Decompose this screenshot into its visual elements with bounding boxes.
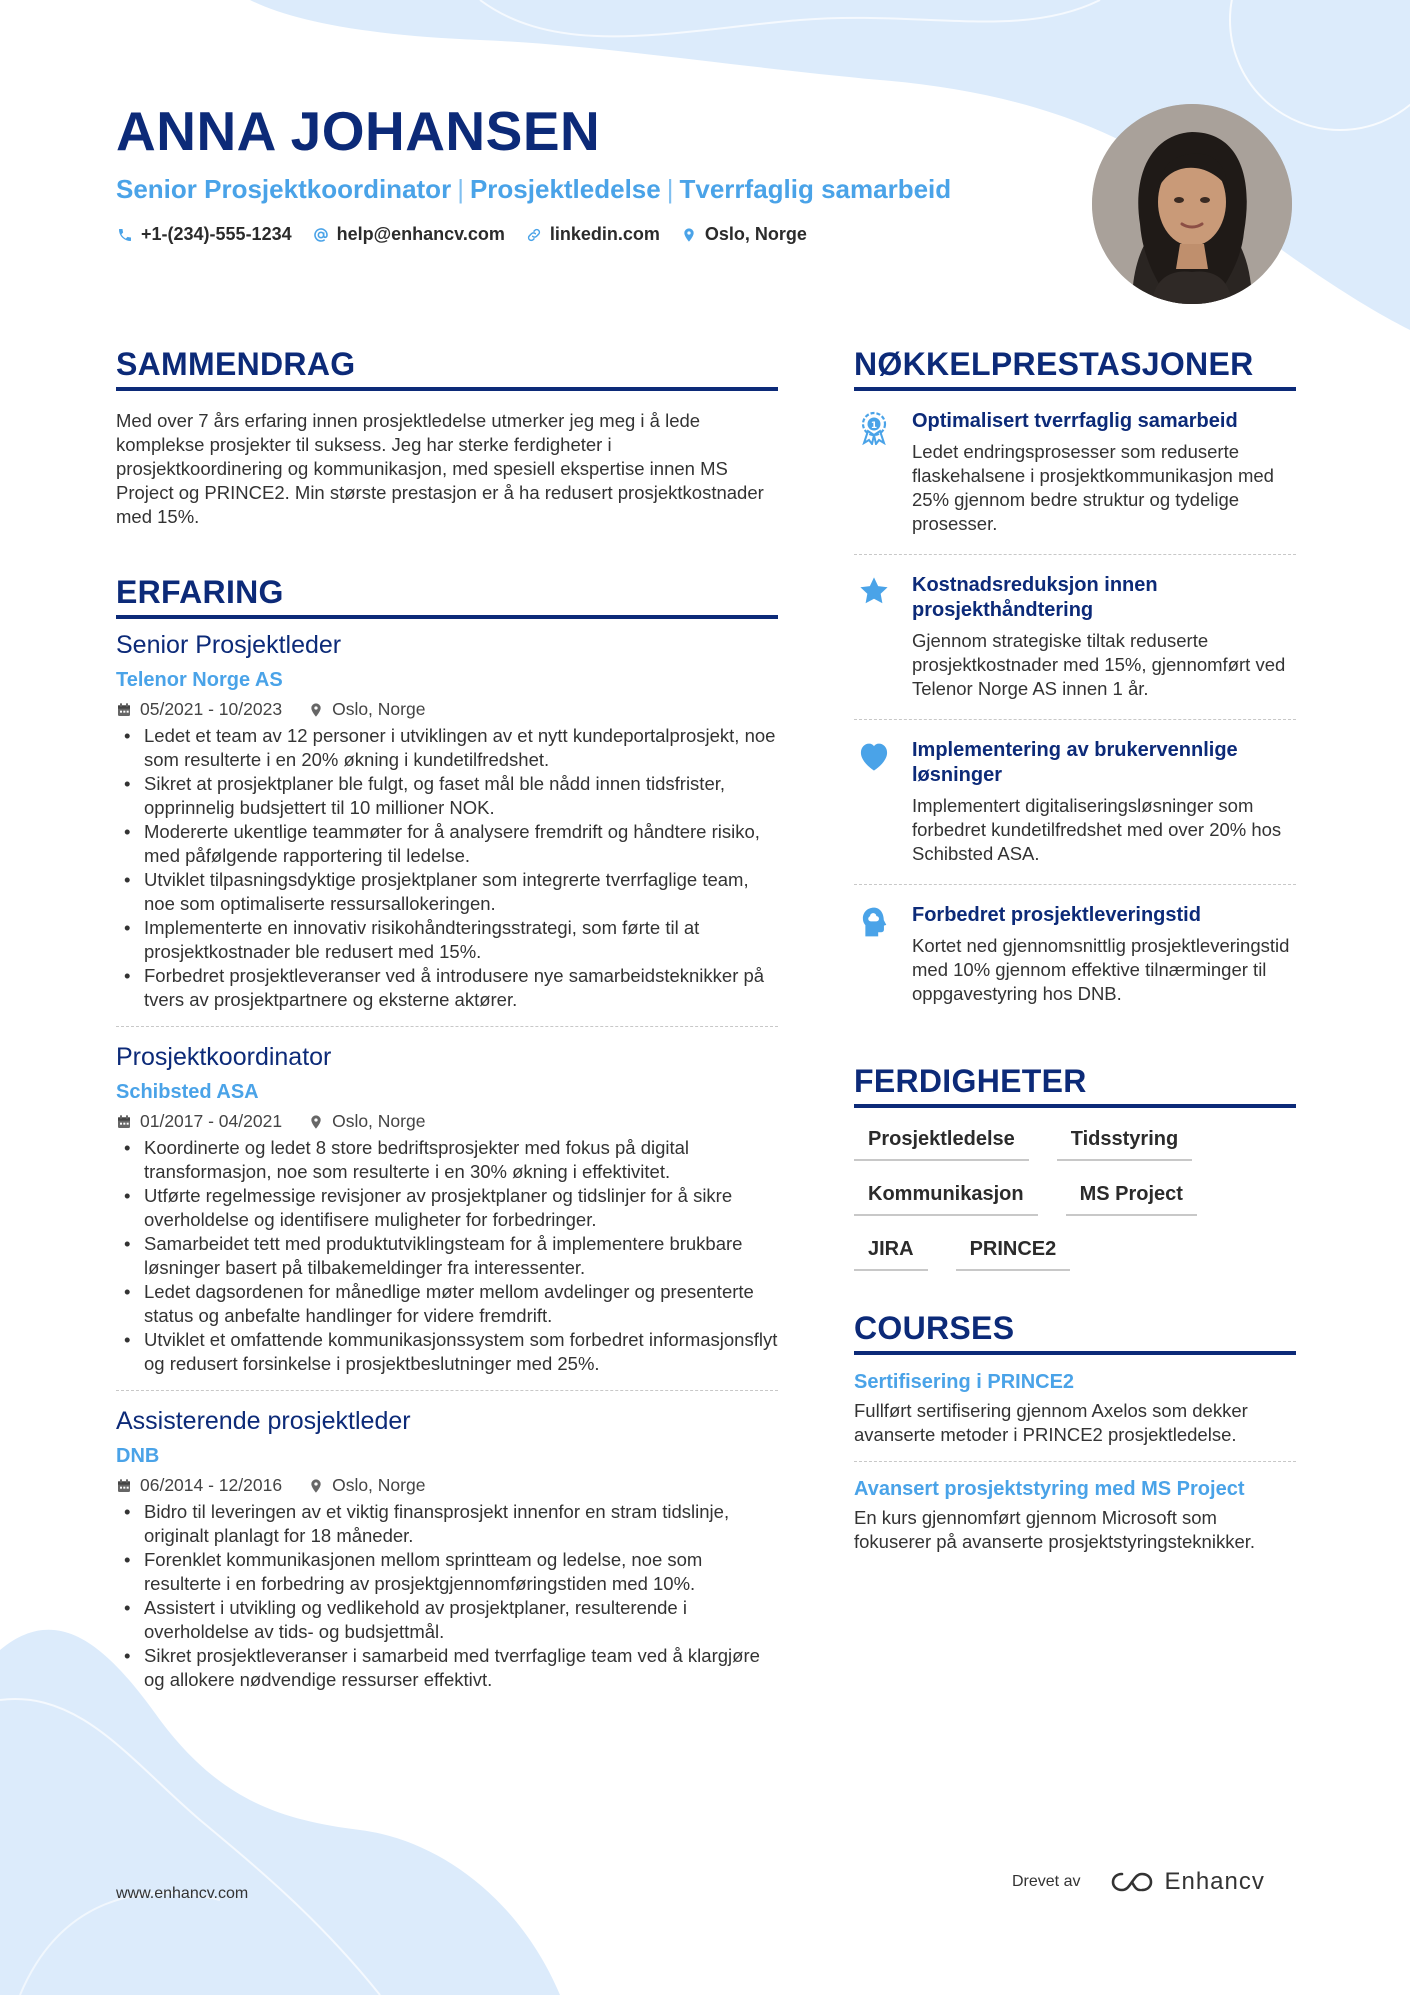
contact-linkedin[interactable] [525, 224, 660, 245]
job-dates [116, 699, 282, 720]
course-item [854, 1461, 1296, 1568]
job-dates-text: 05/2021 - 10/2023 [140, 699, 283, 719]
job-title: Assisterende prosjektleder [116, 1407, 411, 1435]
achievement-title: Implementering av brukervennlige løsninger [912, 739, 1238, 786]
job-bullet: • Assistert i utvikling og vedlikehold av prosjektplaner, resulterende i overholdelse av tids- og budsjettmål. [116, 1596, 778, 1644]
phone-number: +1-(234)-555-1234 [141, 224, 292, 244]
star-icon [854, 573, 894, 701]
phone-icon [116, 226, 134, 244]
skill-tag: JIRA [854, 1234, 928, 1271]
job-title: Senior Prosjektleder [116, 631, 342, 659]
job-dates-text: 06/2014 - 12/2016 [140, 1475, 283, 1495]
course-desc: Fullført sertifisering gjennom Axelos som dekker avanserte metoder i PRINCE2 prosjektledelse. [854, 1400, 1248, 1445]
achievement-item [854, 391, 1296, 555]
candidate-name: ANNA JOHANSEN [116, 100, 601, 162]
course-desc: En kurs gjennomført gjennom Microsoft som fokuserer på avanserte prosjektstyringsteknikker. [854, 1507, 1256, 1552]
job-location [308, 1475, 425, 1496]
contact-location [680, 224, 807, 245]
linkedin-url: linkedin.com [549, 224, 660, 244]
contact-phone[interactable] [116, 224, 292, 245]
skill-tag: MS Project [1066, 1179, 1197, 1216]
job-bullets [116, 1500, 778, 1692]
courses-section [854, 1309, 1296, 1568]
skills-heading: FERDIGHETER [854, 1062, 1296, 1108]
job-meta [116, 699, 778, 720]
job-entry [116, 619, 778, 1012]
summary-text: Med over 7 års erfaring innen prosjektledelse utmerker jeg meg i å lede komplekse prosjekter til suksess. Jeg har sterke ferdigheter i prosjektkoordinering og kommunikasjon, med spesiell ekspertise innen MS Project og PRINCE2. Min største prestasjon er å ha redusert prosjektkostnader med 15%. [116, 410, 764, 527]
right-column [854, 345, 1296, 1568]
location-text: Oslo, Norge [704, 224, 807, 244]
heart-icon [854, 738, 894, 866]
job-company: Telenor Norge AS [116, 669, 283, 691]
enhancv-logo-icon [1110, 1870, 1154, 1894]
brand-logo[interactable] [1110, 1868, 1264, 1896]
footer-website[interactable]: www.enhancv.com [116, 1885, 249, 1902]
experience-section [116, 573, 778, 1692]
course-item [854, 1355, 1296, 1461]
skill-tag: Prosjektledelse [854, 1124, 1029, 1161]
achievement-title: Kostnadsreduksjon innen prosjekthåndtering [912, 574, 1158, 621]
courses-heading: COURSES [854, 1309, 1296, 1355]
award-ribbon-icon [854, 409, 894, 536]
location-pin-icon [308, 1114, 324, 1130]
skill-tag: PRINCE2 [956, 1234, 1071, 1271]
achievements-heading: NØKKELPRESTASJONER [854, 345, 1296, 391]
achievement-desc: Kortet ned gjennomsnittlig prosjektleveringstid med 10% gjennom effektive tilnærminger til oppgavestyring hos DNB. [912, 935, 1290, 1004]
job-bullet: • Utviklet tilpasningsdyktige prosjektplaner som integrerte tverrfaglige team, noe som optimaliserte ressursallokeringen. [116, 868, 778, 916]
job-bullet: • Sikret at prosjektplaner ble fulgt, og faset mål ble nådd innen tidsfrister, opprinnelig budsjettert til 10 millioner NOK. [116, 772, 778, 820]
job-entry [116, 1026, 778, 1376]
job-company: DNB [116, 1445, 160, 1467]
left-column [116, 345, 778, 1692]
job-bullet: • Forenklet kommunikasjonen mellom sprintteam og ledelse, noe som resulterte i en forbedring av prosjektgjennomføringstiden med 10%. [116, 1548, 778, 1596]
experience-heading: ERFARING [116, 573, 778, 619]
tagline-skill-2: Tverrfaglig samarbeid [679, 174, 952, 204]
powered-by-text: Drevet av [1012, 1873, 1081, 1890]
job-location-text: Oslo, Norge [332, 1111, 426, 1131]
achievement-item [854, 885, 1296, 1024]
location-pin-icon [308, 1478, 324, 1494]
job-bullet: • Ledet et team av 12 personer i utviklingen av et nytt kundeportalprosjekt, noe som resulterte i en 20% økning i kundetilfredshet. [116, 724, 778, 772]
calendar-icon [116, 1114, 132, 1130]
job-bullet: • Samarbeidet tett med produktutviklingsteam for å implementere brukbare løsninger basert på tilbakemeldinger fra interessenter. [116, 1232, 778, 1280]
tagline [116, 172, 1076, 206]
job-company: Schibsted ASA [116, 1081, 259, 1103]
job-title: Prosjektkoordinator [116, 1043, 332, 1071]
skills-section [854, 1062, 1296, 1271]
job-bullets [116, 724, 778, 1012]
achievement-desc: Ledet endringsprosesser som reduserte flaskehalsene i prosjektkommunikasjon med 25% gjennom bedre struktur og tydelige prosesser. [912, 441, 1274, 534]
brand-name: Enhancv [1164, 1868, 1265, 1895]
job-bullet: • Implementerte en innovativ risikohåndteringsstrategi, som førte til at prosjektkostnader ble redusert med 15%. [116, 916, 778, 964]
head-brain-icon [854, 903, 894, 1006]
achievement-item [854, 720, 1296, 885]
calendar-icon [116, 702, 132, 718]
course-title: Sertifisering i PRINCE2 [854, 1371, 1075, 1393]
summary-heading: SAMMENDRAG [116, 345, 778, 391]
email-address: help@enhancv.com [336, 224, 505, 244]
summary-section [116, 345, 778, 529]
job-bullet: • Utførte regelmessige revisjoner av prosjektplaner og tidslinjer for å sikre overholdelse og identifisere muligheter for forbedringer. [116, 1184, 778, 1232]
job-bullet: • Utviklet et omfattende kommunikasjonssystem som forbedret informasjonsflyt og redusert forsinkelse i prosjektbeslutninger med 25%. [116, 1328, 778, 1376]
job-location [308, 1111, 425, 1132]
location-pin-icon [308, 702, 324, 718]
course-title: Avansert prosjektstyring med MS Project [854, 1478, 1245, 1500]
achievement-desc: Implementert digitaliseringsløsninger som forbedret kundetilfredshet med over 20% hos Schibsted ASA. [912, 795, 1282, 864]
calendar-icon [116, 1478, 132, 1494]
tagline-separator: | [457, 174, 464, 204]
job-dates [116, 1111, 282, 1132]
job-location-text: Oslo, Norge [332, 699, 426, 719]
job-location-text: Oslo, Norge [332, 1475, 426, 1495]
link-icon [525, 226, 543, 244]
tagline-skill-1: Prosjektledelse [469, 174, 661, 204]
resume-header [116, 98, 1076, 245]
achievement-title: Forbedret prosjektleveringstid [912, 904, 1201, 926]
skill-tag: Tidsstyring [1057, 1124, 1192, 1161]
job-bullet: • Forbedret prosjektleveranser ved å introdusere nye samarbeidsteknikker på tvers av prosjektpartnere og eksterne aktører. [116, 964, 778, 1012]
skills-list [854, 1124, 1296, 1271]
job-bullets [116, 1136, 778, 1376]
job-bullet: • Ledet dagsordenen for månedlige møter mellom avdelinger og presenterte status og anbefalte handlinger for videre fremdrift. [116, 1280, 778, 1328]
svg-text:1: 1 [870, 421, 878, 431]
job-dates-text: 01/2017 - 04/2021 [140, 1111, 283, 1131]
job-meta [116, 1111, 778, 1132]
job-bullet: • Koordinerte og ledet 8 store bedriftsprosjekter med fokus på digital transformasjon, noe som resulterte i en 30% økning i effektivitet. [116, 1136, 778, 1184]
at-icon [312, 226, 330, 244]
job-entry [116, 1390, 778, 1692]
tagline-separator: | [666, 174, 674, 204]
achievements-section [854, 345, 1296, 1024]
tagline-role: Senior Prosjektkoordinator [116, 174, 452, 204]
job-bullet: • Modererte ukentlige teammøter for å analysere fremdrift og håndtere risiko, med påfølgende rapportering til ledelse. [116, 820, 778, 868]
profile-photo [1092, 104, 1292, 304]
job-bullet: • Bidro til leveringen av et viktig finansprosjekt innenfor en stram tidslinje, originalt planlagt for 18 måneder. [116, 1500, 778, 1548]
job-bullet: • Sikret prosjektleveranser i samarbeid med tverrfaglige team ved å klargjøre og allokere nødvendige ressurser effektivt. [116, 1644, 778, 1692]
skill-tag: Kommunikasjon [854, 1179, 1038, 1216]
achievement-item [854, 555, 1296, 720]
location-pin-icon [680, 226, 698, 244]
job-location [308, 699, 425, 720]
contact-email[interactable] [312, 224, 505, 245]
contact-info [116, 224, 1076, 245]
job-meta [116, 1475, 778, 1496]
job-dates [116, 1475, 282, 1496]
achievement-title: Optimalisert tverrfaglig samarbeid [912, 410, 1238, 432]
achievement-desc: Gjennom strategiske tiltak reduserte prosjektkostnader med 15%, gjennomført ved Telenor Norge AS innen 1 år. [912, 630, 1286, 699]
footer-branding [1012, 1868, 1265, 1896]
